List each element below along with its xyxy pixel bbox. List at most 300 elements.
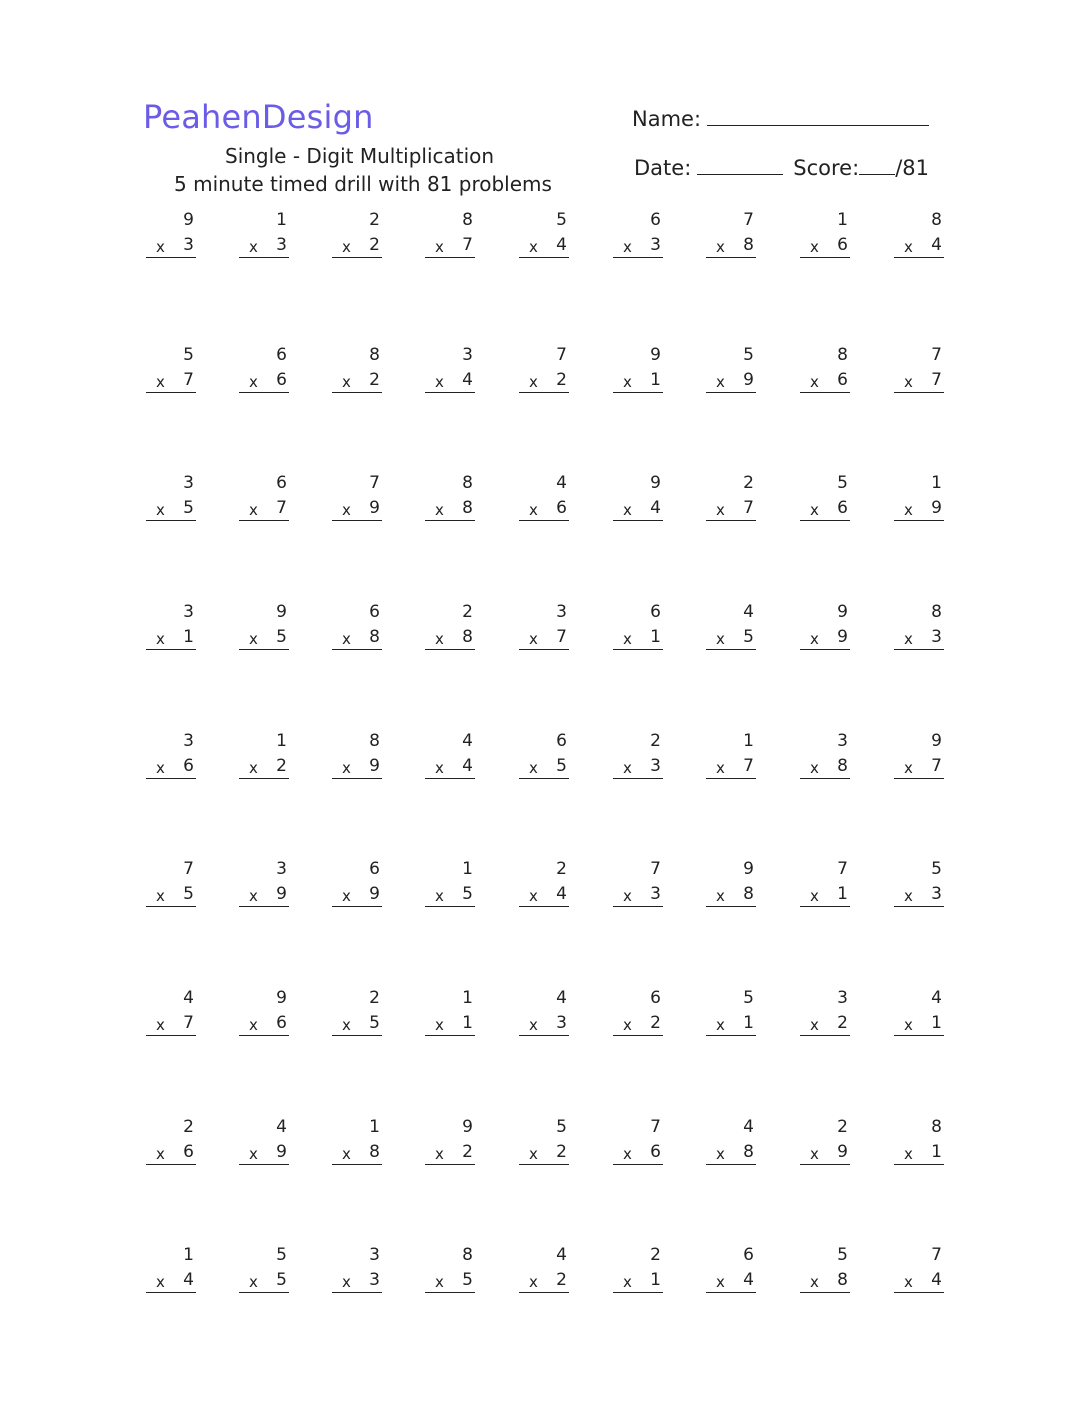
problem-item — [332, 1117, 384, 1169]
answer-line[interactable] — [800, 392, 850, 393]
problem-item — [146, 210, 198, 262]
multiplicand: 1 — [369, 1117, 380, 1137]
times-sign: x — [342, 373, 351, 391]
times-sign: x — [810, 1273, 819, 1291]
multiplicand: 9 — [650, 345, 661, 365]
times-sign: x — [435, 630, 444, 648]
problem-item — [239, 473, 291, 525]
multiplier: 6 — [837, 370, 848, 390]
problem-item — [706, 731, 758, 783]
times-sign: x — [810, 1016, 819, 1034]
problem-item — [613, 473, 665, 525]
multiplier: 1 — [650, 370, 661, 390]
multiplier: 3 — [369, 1270, 380, 1290]
answer-line[interactable] — [519, 392, 569, 393]
multiplier: 2 — [369, 235, 380, 255]
multiplicand: 6 — [650, 210, 661, 230]
answer-line[interactable] — [425, 257, 475, 258]
problem-item — [519, 988, 571, 1040]
answer-line[interactable] — [146, 1164, 196, 1165]
multiplicand: 2 — [743, 473, 754, 493]
answer-line[interactable] — [425, 1164, 475, 1165]
answer-line[interactable] — [613, 520, 663, 521]
answer-line[interactable] — [239, 906, 289, 907]
multiplier: 2 — [276, 756, 287, 776]
multiplier: 5 — [556, 756, 567, 776]
problem-item — [425, 602, 477, 654]
times-sign: x — [623, 373, 632, 391]
problem-item — [332, 1245, 384, 1297]
answer-line[interactable] — [239, 1164, 289, 1165]
problem-item — [425, 859, 477, 911]
times-sign: x — [435, 501, 444, 519]
times-sign: x — [156, 630, 165, 648]
multiplier: 5 — [276, 627, 287, 647]
problem-item — [519, 731, 571, 783]
answer-line[interactable] — [332, 1292, 382, 1293]
brand-logo-text: PeahenDesign — [143, 98, 374, 136]
problem-item — [800, 731, 852, 783]
multiplicand: 3 — [183, 731, 194, 751]
multiplicand: 5 — [837, 473, 848, 493]
answer-line[interactable] — [706, 257, 756, 258]
answer-line[interactable] — [519, 1035, 569, 1036]
problem-item — [146, 473, 198, 525]
times-sign: x — [529, 887, 538, 905]
times-sign: x — [249, 501, 258, 519]
times-sign: x — [156, 1145, 165, 1163]
answer-line[interactable] — [894, 392, 944, 393]
multiplier: 6 — [650, 1142, 661, 1162]
answer-line[interactable] — [800, 1292, 850, 1293]
answer-line[interactable] — [613, 1035, 663, 1036]
problem-item — [800, 473, 852, 525]
answer-line[interactable] — [706, 906, 756, 907]
multiplier: 3 — [650, 756, 661, 776]
answer-line[interactable] — [146, 906, 196, 907]
problem-item — [519, 602, 571, 654]
problem-item — [425, 988, 477, 1040]
times-sign: x — [529, 1145, 538, 1163]
problem-item — [613, 210, 665, 262]
answer-line[interactable] — [425, 520, 475, 521]
answer-line[interactable] — [706, 1035, 756, 1036]
answer-line[interactable] — [706, 778, 756, 779]
multiplicand: 7 — [837, 859, 848, 879]
answer-line[interactable] — [800, 906, 850, 907]
times-sign: x — [529, 373, 538, 391]
answer-line[interactable] — [894, 906, 944, 907]
multiplier: 7 — [556, 627, 567, 647]
multiplier: 2 — [369, 370, 380, 390]
multiplier: 4 — [931, 235, 942, 255]
problem-item — [239, 1245, 291, 1297]
multiplier: 8 — [369, 1142, 380, 1162]
multiplicand: 7 — [369, 473, 380, 493]
multiplicand: 1 — [743, 731, 754, 751]
multiplicand: 4 — [743, 1117, 754, 1137]
problem-item — [239, 859, 291, 911]
multiplicand: 8 — [462, 1245, 473, 1265]
answer-line[interactable] — [332, 257, 382, 258]
multiplicand: 1 — [931, 473, 942, 493]
times-sign: x — [623, 887, 632, 905]
answer-line[interactable] — [425, 1035, 475, 1036]
multiplicand: 9 — [931, 731, 942, 751]
multiplier: 3 — [931, 627, 942, 647]
problem-item — [613, 1245, 665, 1297]
answer-line[interactable] — [894, 1164, 944, 1165]
answer-line[interactable] — [519, 778, 569, 779]
multiplier: 9 — [276, 884, 287, 904]
answer-line[interactable] — [332, 520, 382, 521]
multiplicand: 9 — [183, 210, 194, 230]
multiplier: 7 — [183, 370, 194, 390]
problem-item — [706, 1117, 758, 1169]
problem-item — [146, 988, 198, 1040]
multiplicand: 8 — [462, 473, 473, 493]
multiplicand: 2 — [650, 1245, 661, 1265]
answer-line[interactable] — [332, 778, 382, 779]
problem-item — [613, 602, 665, 654]
name-label: Name: — [632, 107, 702, 131]
times-sign: x — [810, 1145, 819, 1163]
multiplier: 3 — [556, 1013, 567, 1033]
multiplier: 9 — [743, 370, 754, 390]
times-sign: x — [810, 238, 819, 256]
answer-line[interactable] — [146, 778, 196, 779]
answer-line[interactable] — [332, 1035, 382, 1036]
multiplier: 7 — [931, 756, 942, 776]
multiplicand: 3 — [276, 859, 287, 879]
times-sign: x — [716, 501, 725, 519]
times-sign: x — [156, 887, 165, 905]
multiplicand: 1 — [276, 210, 287, 230]
answer-line[interactable] — [894, 1035, 944, 1036]
answer-line[interactable] — [519, 1164, 569, 1165]
problem-item — [706, 1245, 758, 1297]
answer-line[interactable] — [239, 257, 289, 258]
problem-item — [894, 210, 946, 262]
answer-line[interactable] — [706, 649, 756, 650]
problem-item — [519, 473, 571, 525]
multiplicand: 6 — [556, 731, 567, 751]
answer-line[interactable] — [706, 392, 756, 393]
times-sign: x — [249, 887, 258, 905]
problem-item — [332, 210, 384, 262]
problem-item — [613, 731, 665, 783]
answer-line[interactable] — [332, 392, 382, 393]
answer-line[interactable] — [894, 1292, 944, 1293]
answer-line[interactable] — [146, 257, 196, 258]
multiplier: 5 — [462, 884, 473, 904]
problem-item — [425, 345, 477, 397]
problem-item — [146, 859, 198, 911]
problem-item — [800, 1245, 852, 1297]
problem-item — [613, 1117, 665, 1169]
answer-line[interactable] — [239, 520, 289, 521]
times-sign: x — [435, 1016, 444, 1034]
multiplier: 2 — [650, 1013, 661, 1033]
multiplicand: 5 — [931, 859, 942, 879]
answer-line[interactable] — [239, 1292, 289, 1293]
multiplier: 3 — [931, 884, 942, 904]
multiplicand: 7 — [183, 859, 194, 879]
problem-item — [800, 988, 852, 1040]
multiplier: 8 — [369, 627, 380, 647]
multiplier: 4 — [650, 498, 661, 518]
multiplicand: 9 — [837, 602, 848, 622]
times-sign: x — [904, 1145, 913, 1163]
multiplier: 2 — [556, 1270, 567, 1290]
multiplier: 6 — [276, 370, 287, 390]
problem-item — [800, 345, 852, 397]
answer-line[interactable] — [425, 392, 475, 393]
multiplier: 6 — [556, 498, 567, 518]
answer-line[interactable] — [894, 649, 944, 650]
times-sign: x — [623, 1016, 632, 1034]
problem-item — [519, 1245, 571, 1297]
multiplicand: 3 — [556, 602, 567, 622]
multiplicand: 5 — [743, 345, 754, 365]
problem-item — [146, 1245, 198, 1297]
answer-line[interactable] — [519, 1292, 569, 1293]
answer-line[interactable] — [800, 778, 850, 779]
answer-line[interactable] — [894, 520, 944, 521]
answer-line[interactable] — [519, 649, 569, 650]
multiplier: 7 — [743, 756, 754, 776]
problem-item — [146, 602, 198, 654]
times-sign: x — [716, 887, 725, 905]
times-sign: x — [623, 501, 632, 519]
multiplier: 1 — [183, 627, 194, 647]
answer-line[interactable] — [613, 1292, 663, 1293]
answer-line[interactable] — [332, 649, 382, 650]
problem-item — [239, 731, 291, 783]
problem-item — [894, 1117, 946, 1169]
multiplicand: 4 — [183, 988, 194, 1008]
answer-line[interactable] — [332, 906, 382, 907]
multiplier: 3 — [183, 235, 194, 255]
multiplier: 5 — [462, 1270, 473, 1290]
times-sign: x — [623, 1145, 632, 1163]
multiplicand: 7 — [650, 859, 661, 879]
times-sign: x — [529, 1273, 538, 1291]
answer-line[interactable] — [613, 778, 663, 779]
problem-item — [706, 345, 758, 397]
times-sign: x — [435, 1145, 444, 1163]
times-sign: x — [342, 887, 351, 905]
multiplicand: 7 — [743, 210, 754, 230]
problem-item — [239, 210, 291, 262]
answer-line[interactable] — [239, 1035, 289, 1036]
multiplier: 5 — [369, 1013, 380, 1033]
answer-line[interactable] — [800, 520, 850, 521]
multiplicand: 4 — [276, 1117, 287, 1137]
problem-item — [706, 210, 758, 262]
answer-line[interactable] — [239, 778, 289, 779]
multiplicand: 5 — [837, 1245, 848, 1265]
multiplier: 8 — [743, 884, 754, 904]
multiplicand: 8 — [931, 1117, 942, 1137]
problem-item — [800, 210, 852, 262]
problem-item — [425, 210, 477, 262]
times-sign: x — [529, 238, 538, 256]
problem-item — [800, 602, 852, 654]
times-sign: x — [904, 759, 913, 777]
times-sign: x — [435, 759, 444, 777]
times-sign: x — [249, 759, 258, 777]
answer-line[interactable] — [146, 392, 196, 393]
multiplier: 8 — [837, 756, 848, 776]
multiplicand: 2 — [369, 988, 380, 1008]
multiplier: 7 — [462, 235, 473, 255]
times-sign: x — [716, 630, 725, 648]
multiplier: 1 — [462, 1013, 473, 1033]
answer-line[interactable] — [239, 649, 289, 650]
times-sign: x — [529, 1016, 538, 1034]
answer-line[interactable] — [800, 1164, 850, 1165]
times-sign: x — [716, 373, 725, 391]
times-sign: x — [249, 1273, 258, 1291]
answer-line[interactable] — [519, 257, 569, 258]
times-sign: x — [342, 1145, 351, 1163]
times-sign: x — [156, 1016, 165, 1034]
answer-line[interactable] — [800, 1035, 850, 1036]
answer-line[interactable] — [800, 257, 850, 258]
multiplicand: 8 — [837, 345, 848, 365]
times-sign: x — [810, 501, 819, 519]
problem-item — [894, 731, 946, 783]
times-sign: x — [716, 1273, 725, 1291]
answer-line[interactable] — [425, 906, 475, 907]
times-sign: x — [435, 1273, 444, 1291]
multiplicand: 2 — [369, 210, 380, 230]
multiplier: 4 — [931, 1270, 942, 1290]
answer-line[interactable] — [519, 520, 569, 521]
problem-item — [706, 859, 758, 911]
answer-line[interactable] — [146, 649, 196, 650]
problem-item — [706, 602, 758, 654]
multiplier: 1 — [931, 1013, 942, 1033]
multiplier: 2 — [556, 1142, 567, 1162]
problem-item — [894, 345, 946, 397]
answer-line[interactable] — [706, 520, 756, 521]
times-sign: x — [342, 759, 351, 777]
answer-line[interactable] — [706, 1164, 756, 1165]
multiplicand: 8 — [462, 210, 473, 230]
problem-item — [332, 731, 384, 783]
multiplier: 8 — [837, 1270, 848, 1290]
problem-item — [519, 1117, 571, 1169]
multiplier: 5 — [276, 1270, 287, 1290]
times-sign: x — [904, 887, 913, 905]
multiplicand: 7 — [931, 1245, 942, 1265]
multiplicand: 5 — [556, 1117, 567, 1137]
times-sign: x — [716, 759, 725, 777]
multiplier: 9 — [369, 884, 380, 904]
multiplicand: 1 — [837, 210, 848, 230]
answer-line[interactable] — [332, 1164, 382, 1165]
answer-line[interactable] — [894, 257, 944, 258]
answer-line[interactable] — [613, 257, 663, 258]
problem-item — [332, 473, 384, 525]
multiplicand: 4 — [556, 473, 567, 493]
problem-item — [332, 988, 384, 1040]
multiplicand: 6 — [650, 602, 661, 622]
multiplier: 1 — [650, 627, 661, 647]
multiplier: 4 — [462, 756, 473, 776]
multiplicand: 1 — [183, 1245, 194, 1265]
multiplier: 6 — [276, 1013, 287, 1033]
answer-line[interactable] — [146, 1292, 196, 1293]
multiplier: 7 — [931, 370, 942, 390]
answer-line[interactable] — [146, 1035, 196, 1036]
multiplicand: 3 — [837, 988, 848, 1008]
multiplier: 2 — [837, 1013, 848, 1033]
times-sign: x — [249, 238, 258, 256]
multiplier: 2 — [462, 1142, 473, 1162]
problem-item — [332, 345, 384, 397]
problem-item — [613, 345, 665, 397]
times-sign: x — [810, 759, 819, 777]
problem-item — [239, 602, 291, 654]
times-sign: x — [904, 238, 913, 256]
multiplicand: 8 — [369, 345, 380, 365]
times-sign: x — [529, 759, 538, 777]
answer-line[interactable] — [706, 1292, 756, 1293]
answer-line[interactable] — [613, 392, 663, 393]
answer-line[interactable] — [425, 778, 475, 779]
problem-item — [425, 1117, 477, 1169]
problem-item — [425, 1245, 477, 1297]
multiplier: 7 — [743, 498, 754, 518]
multiplicand: 3 — [369, 1245, 380, 1265]
multiplicand: 7 — [931, 345, 942, 365]
times-sign: x — [342, 630, 351, 648]
times-sign: x — [623, 238, 632, 256]
problem-item — [519, 345, 571, 397]
times-sign: x — [623, 759, 632, 777]
problem-item — [800, 1117, 852, 1169]
multiplicand: 8 — [369, 731, 380, 751]
multiplicand: 2 — [462, 602, 473, 622]
answer-line[interactable] — [894, 778, 944, 779]
multiplicand: 2 — [837, 1117, 848, 1137]
answer-line[interactable] — [800, 649, 850, 650]
problem-item — [146, 1117, 198, 1169]
multiplicand: 9 — [276, 988, 287, 1008]
multiplicand: 5 — [183, 345, 194, 365]
answer-line[interactable] — [613, 906, 663, 907]
problem-item — [894, 988, 946, 1040]
times-sign: x — [435, 373, 444, 391]
multiplier: 1 — [650, 1270, 661, 1290]
multiplier: 8 — [462, 498, 473, 518]
multiplicand: 4 — [462, 731, 473, 751]
answer-line[interactable] — [519, 906, 569, 907]
problem-item — [894, 859, 946, 911]
answer-line[interactable] — [613, 1164, 663, 1165]
answer-line[interactable] — [425, 1292, 475, 1293]
multiplicand: 7 — [556, 345, 567, 365]
times-sign: x — [342, 238, 351, 256]
answer-line[interactable] — [613, 649, 663, 650]
multiplier: 9 — [931, 498, 942, 518]
answer-line[interactable] — [146, 520, 196, 521]
answer-line[interactable] — [425, 649, 475, 650]
answer-line[interactable] — [239, 392, 289, 393]
